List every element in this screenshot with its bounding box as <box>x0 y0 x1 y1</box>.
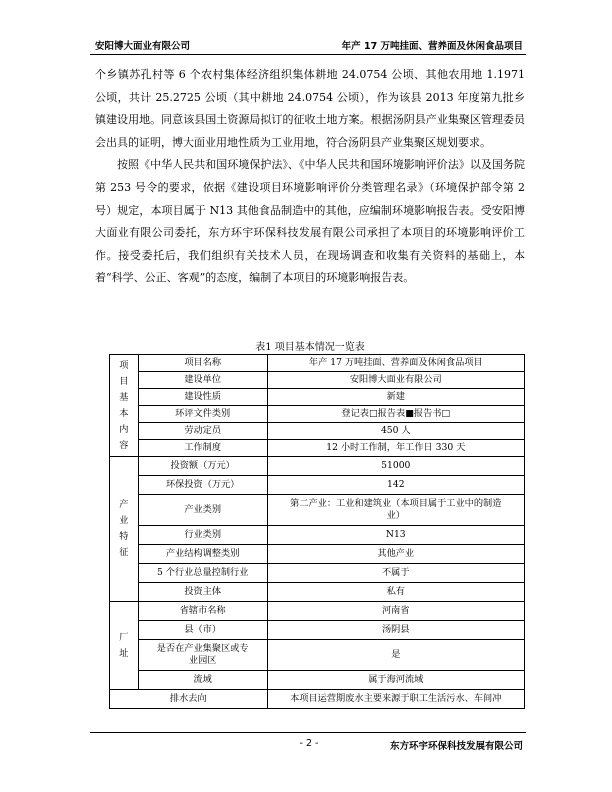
row-value: 属于海河流域 <box>267 671 524 690</box>
table-row <box>110 423 525 440</box>
table-row <box>110 671 525 690</box>
row-value: 本项目运营期废水主要来源于职工生活污水、车间冲 <box>267 690 524 709</box>
row-label: 工作制度 <box>138 440 267 457</box>
row-value: 其他产业 <box>267 545 524 564</box>
table-row <box>110 406 525 423</box>
row-label: 投资额（万元） <box>138 457 267 476</box>
row-label: 排水去向 <box>110 690 268 709</box>
project-info-table <box>109 354 525 709</box>
table-row <box>110 621 525 640</box>
paragraph: 按照《中华人民共和国环境保护法》、《中华人民共和国环境影响评价法》以及国务院第 253 号令的要求，依据《建设项目环境影响评价分类管理名录》（环境保护部令第 2 号）规定，本项目属于 N13 其他食品制造中的其他，应编制环境影响报告表。受安阳博大面业有限公司委托，东方环宇环保科技发展有限公司承担了本项目的环境影响评价工作。接受委托后，我们组织有关技术人员，在现场调查和收集有关资料的基础上，本着“科学、公正、客观”的态度，编制了本项目的环境影响报告表。 <box>95 158 525 285</box>
table-row <box>110 476 525 495</box>
row-value: 河南省 <box>267 602 524 621</box>
row-value: 51000 <box>267 457 524 476</box>
row-label: 项目名称 <box>138 355 267 372</box>
section-project-content: 项 目 基 本 内 容 <box>110 355 139 457</box>
table-row <box>110 545 525 564</box>
page-number: - 2 - <box>299 738 319 749</box>
table-row <box>110 355 525 372</box>
row-value: 安阳博大面业有限公司 <box>267 372 524 389</box>
table-row <box>110 583 525 602</box>
page-footer <box>95 738 523 752</box>
footer-divider <box>90 732 526 733</box>
row-value: 私有 <box>267 583 524 602</box>
header-divider <box>90 54 526 55</box>
row-label: 县（市） <box>138 621 267 640</box>
table-row <box>110 526 525 545</box>
table-row <box>110 389 525 406</box>
table-row <box>110 457 525 476</box>
row-value: 新建 <box>267 389 524 406</box>
row-value: 12 小时工作制，年工作日 330 天 <box>267 440 524 457</box>
table-row <box>110 690 525 709</box>
page-header <box>95 38 523 52</box>
row-value: 142 <box>267 476 524 495</box>
table-row <box>110 495 525 526</box>
row-label: 劳动定员 <box>138 423 267 440</box>
row-label: 环保投资（万元） <box>138 476 267 495</box>
row-value: 登记表□报告表■报告书□ <box>267 406 524 423</box>
row-value: 汤阴县 <box>267 621 524 640</box>
row-value: 年产 17 万吨挂面、营养面及休闲食品项目 <box>267 355 524 372</box>
table-row <box>110 640 525 671</box>
row-label: 流域 <box>138 671 267 690</box>
header-project: 年产 17 万吨挂面、营养面及休闲食品项目 <box>341 41 523 52</box>
row-value: 不属于 <box>267 564 524 583</box>
row-value: N13 <box>267 526 524 545</box>
row-label: 建设性质 <box>138 389 267 406</box>
row-label: 5 个行业总量控制行业 <box>138 564 267 583</box>
paragraph: 个乡镇苏孔村等 6 个农村集体经济组织集体耕地 24.0754 公顷、其他农用地 1.1971 公顷，共计 25.2725 公顷（其中耕地 24.0754 公顷），作为该县 2013 年度第九批乡镇建设用地。同意该县国土资源局拟订的征收土地方案。根据汤阴县产业集聚区管理委员会出具的证明，博大面业用地性质为工业用地，符合汤阴县产业集聚区规划要求。 <box>95 68 525 149</box>
row-value: 450 人 <box>267 423 524 440</box>
section-industry-feature: 产 业 特 征 <box>110 457 139 602</box>
row-label: 产业结构调整类别 <box>138 545 267 564</box>
table-row <box>110 440 525 457</box>
row-label: 产业类别 <box>138 495 267 526</box>
table-row <box>110 602 525 621</box>
header-company: 安阳博大面业有限公司 <box>95 41 191 52</box>
row-label: 建设单位 <box>138 372 267 389</box>
table-row <box>110 564 525 583</box>
row-value: 第二产业：工业和建筑业（本项目属于工业中的制造业） <box>267 495 524 526</box>
row-label: 环评文件类别 <box>138 406 267 423</box>
row-value: 是 <box>267 640 524 671</box>
row-label: 行业类别 <box>138 526 267 545</box>
row-label: 投资主体 <box>138 583 267 602</box>
body-text <box>95 64 525 290</box>
row-label: 省辖市名称 <box>138 602 267 621</box>
section-site: 厂 址 <box>110 602 139 690</box>
table-caption: 表1 项目基本情况一览表 <box>255 342 365 353</box>
row-label: 是否在产业集聚区或专业园区 <box>138 640 267 671</box>
table-row <box>110 372 525 389</box>
footer-company: 东方环宇环保科技发展有限公司 <box>389 741 523 752</box>
